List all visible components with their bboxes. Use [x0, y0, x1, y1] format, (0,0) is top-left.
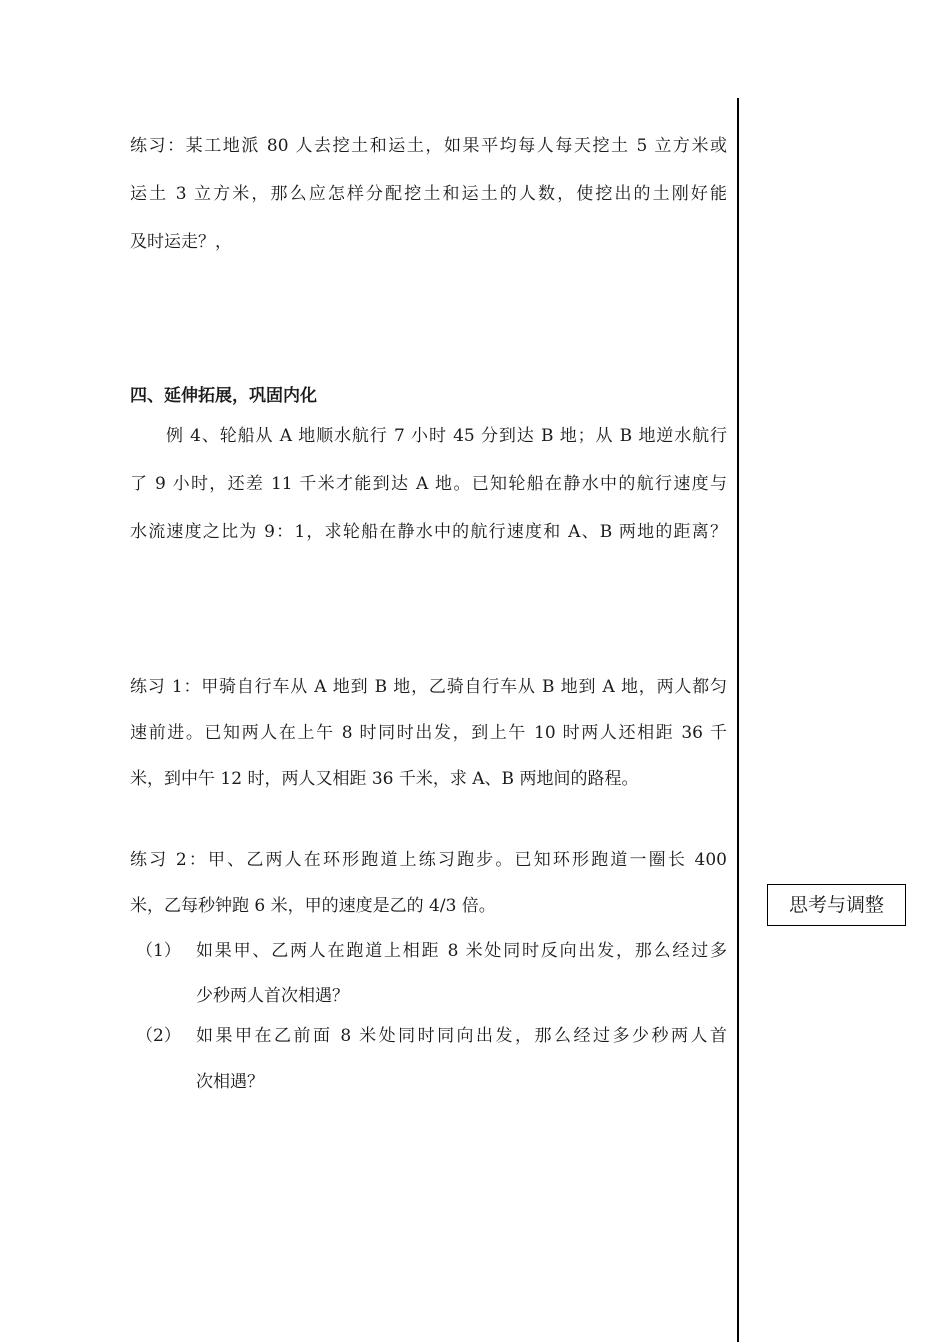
example-4-line-2: 了 9 小时，还差 11 千米才能到达 A 地。已知轮船在静水中的航行速度与 [130, 474, 727, 494]
example-4-line-1: 例 4、轮船从 A 地顺水航行 7 小时 45 分到达 B 地；从 B 地逆水航行 [166, 426, 727, 446]
section-4-heading: 四、延伸拓展，巩固内化 [130, 386, 317, 406]
practice-intro-line-3: 及时运走？， [130, 232, 232, 252]
practice-intro-line-2: 运土 3 立方米，那么应怎样分配挖土和运土的人数，使挖出的土刚好能 [130, 184, 727, 204]
question-2-line-2: 次相遇？ [196, 1072, 264, 1092]
question-1-line-2: 少秒两人首次相遇？ [196, 986, 349, 1006]
question-1-line-1: 如果甲、乙两人在跑道上相距 8 米处同时反向出发，那么经过多 [196, 941, 727, 961]
practice-1-line-2: 速前进。已知两人在上午 8 时同时出发，到上午 10 时两人还相距 36 千 [130, 723, 727, 743]
practice-1-line-3: 米，到中午 12 时，两人又相距 36 千米，求 A、B 两地间的路程。 [130, 769, 639, 789]
practice-2-line-1: 练习 2：甲、乙两人在环形跑道上练习跑步。已知环形跑道一圈长 400 [130, 850, 727, 870]
question-2-line-1: 如果甲在乙前面 8 米处同时同向出发，那么经过多少秒两人首 [196, 1026, 727, 1046]
question-1-number: （1） [136, 941, 181, 961]
question-2-number: （2） [136, 1026, 181, 1046]
example-4-line-3: 水流速度之比为 9：1，求轮船在静水中的航行速度和 A、B 两地的距离？ [130, 522, 727, 542]
reflection-box: 思考与调整 [767, 884, 906, 926]
practice-intro-line-1: 练习：某工地派 80 人去挖土和运土，如果平均每人每天挖土 5 立方米或 [130, 136, 727, 156]
margin-divider-line [737, 98, 739, 1342]
practice-1-line-1: 练习 1：甲骑自行车从 A 地到 B 地，乙骑自行车从 B 地到 A 地，两人都匀 [130, 677, 727, 697]
practice-2-line-2: 米，乙每秒钟跑 6 米，甲的速度是乙的 4/3 倍。 [130, 896, 496, 916]
